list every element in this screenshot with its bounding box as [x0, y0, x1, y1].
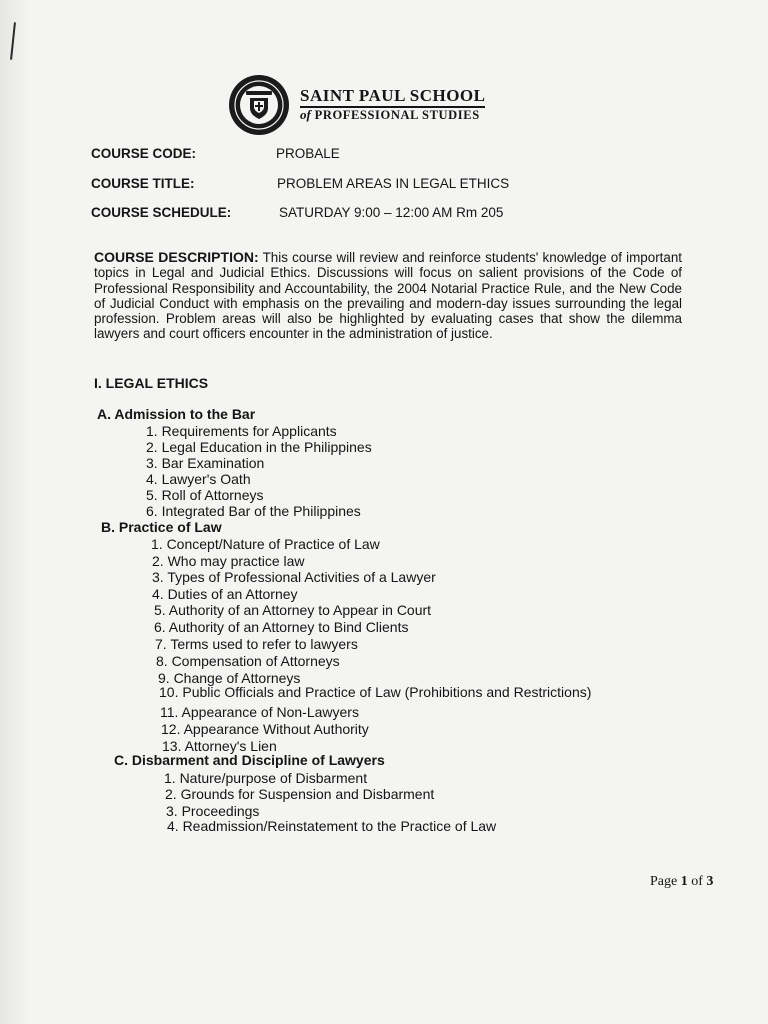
course-description	[94, 250, 682, 342]
page-number: Page 1 of 3	[650, 874, 714, 889]
school-seal-icon	[228, 74, 290, 136]
list-item: 2. Grounds for Suspension and Disbarment	[165, 786, 435, 802]
section-title: A. Admission to the Bar	[97, 406, 256, 422]
list-item: 9. Change of Attorneys	[158, 670, 301, 686]
list-item: 13. Attorney's Lien	[162, 738, 277, 754]
list-item: 6. Authority of an Attorney to Bind Clients	[154, 619, 409, 635]
list-item: 5. Authority of an Attorney to Appear in Court	[154, 602, 432, 618]
list-item: 1. Nature/purpose of Disbarment	[164, 770, 368, 786]
list-item: 11. Appearance of Non-Lawyers	[160, 704, 359, 720]
list-item: 2. Legal Education in the Philippines	[146, 439, 372, 455]
list-item: 3. Bar Examination	[146, 455, 265, 471]
list-item: 4. Duties of an Attorney	[152, 586, 298, 602]
course-code-value: PROBALE	[276, 146, 340, 161]
school-header	[228, 72, 528, 132]
list-item: 12. Appearance Without Authority	[161, 721, 369, 737]
course-title-value: PROBLEM AREAS IN LEGAL ETHICS	[277, 176, 510, 191]
course-code-label: COURSE CODE:	[91, 146, 197, 161]
page-edge-shadow	[0, 0, 30, 1024]
list-item: 4. Lawyer's Oath	[146, 471, 251, 487]
list-item: 7. Terms used to refer to lawyers	[155, 636, 358, 652]
course-schedule-value: SATURDAY 9:00 – 12:00 AM Rm 205	[279, 205, 504, 220]
list-item: 4. Readmission/Reinstatement to the Practice of Law	[167, 818, 497, 834]
list-item: 5. Roll of Attorneys	[146, 487, 264, 503]
list-item: 1. Concept/Nature of Practice of Law	[151, 536, 380, 552]
section-title: B. Practice of Law	[101, 519, 222, 535]
list-item: 1. Requirements for Applicants	[146, 423, 337, 439]
school-subtitle: of PROFESSIONAL STUDIES	[300, 107, 480, 122]
course-description-text: This course will review and reinforce students' knowledge of important topics in Legal and Judicial Ethics. Discussions will focus on salient provisions of the Code of Professional Responsibility and Accountability, the 2004 Notarial Practice Rule, and the New Code of Judicial Conduct with emphasis on the prevailing and modern-day issues surrounding the legal profession. Problem areas will also be highlighted by evaluating cases that show the dilemma lawyers and court officers encounter in the administration of justice.	[94, 250, 682, 342]
list-item: 10. Public Officials and Practice of Law (Prohibitions and Restrictions)	[159, 684, 592, 700]
part-title: I. LEGAL ETHICS	[94, 375, 209, 391]
list-item: 2. Who may practice law	[152, 553, 305, 569]
list-item: 3. Types of Professional Activities of a Lawyer	[152, 569, 436, 585]
list-item: 8. Compensation of Attorneys	[156, 653, 340, 669]
course-title-label: COURSE TITLE:	[91, 176, 195, 191]
course-schedule-label: COURSE SCHEDULE:	[91, 205, 232, 220]
list-item: 3. Proceedings	[166, 803, 260, 819]
section-title: C. Disbarment and Discipline of Lawyers	[114, 752, 385, 768]
course-description-heading: COURSE DESCRIPTION:	[94, 249, 259, 265]
school-name: SAINT PAUL SCHOOL	[300, 86, 485, 108]
list-item: 6. Integrated Bar of the Philippines	[146, 503, 361, 519]
